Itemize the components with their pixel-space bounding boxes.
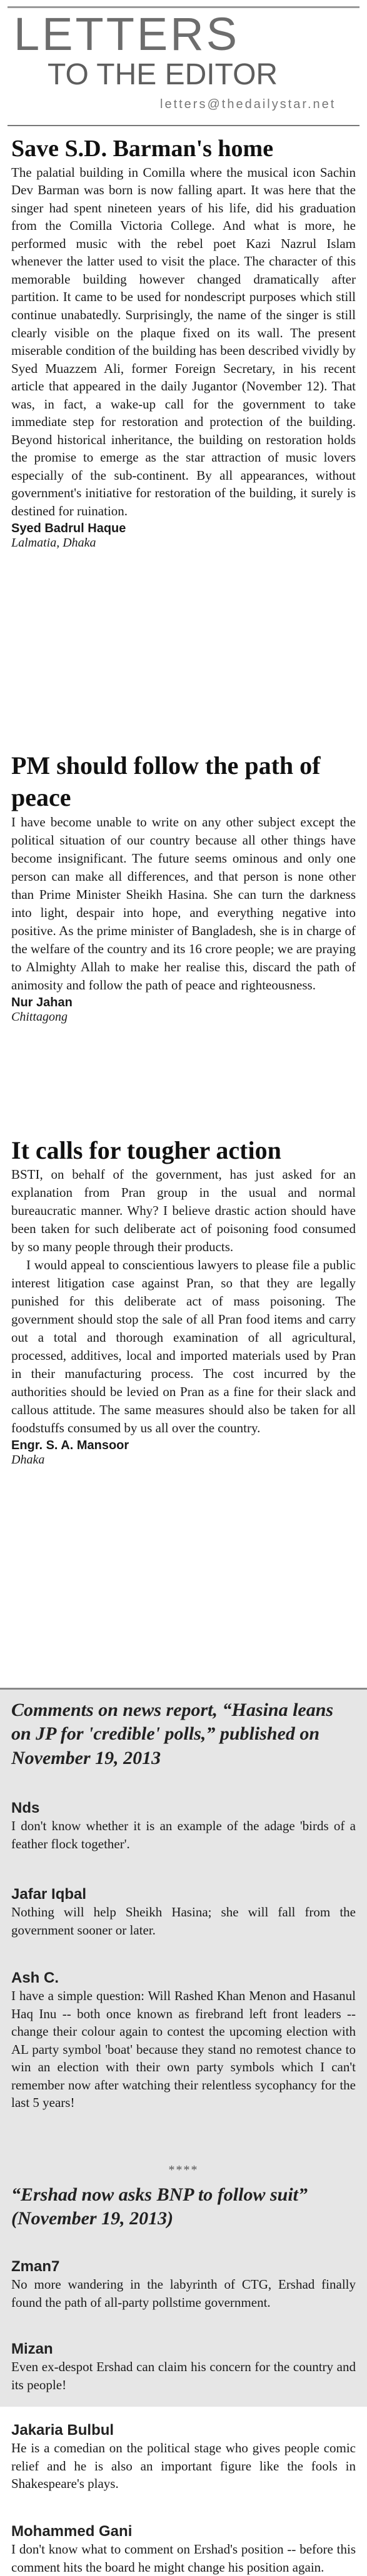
comment — [11, 1800, 356, 1853]
commenter-name: Jakaria Bulbul — [11, 2422, 114, 2439]
commenter-name: Jafar Iqbal — [11, 1886, 87, 1903]
masthead — [8, 0, 359, 126]
letter-headline: It calls for tougher action — [11, 1136, 281, 1164]
letter-author: Engr. S. A. Mansoor — [11, 1438, 129, 1452]
letter-author-place: Lalmatia, Dhaka — [11, 535, 96, 550]
letter-body-paragraph: I would appeal to conscientious lawyers to please file a public interest litigation case against Pran, so that they are legally punished for this deliberate act of mass poisoning. The government should stop the sale of all Pran food items and carry out a total and thorough examination of all agricultural, processed, additives, local and imported materials used by Pran in their manufacturing process. The cost incurred by the authorities should be levied on Pran as a fine for their slack and callous attitude. The same measures should also be taken for all foodstuffs consumed by us all over the country. — [11, 1257, 356, 1435]
section-separator: **** — [168, 2163, 199, 2177]
letter-body: The palatial building in Comilla where the musical icon Sachin Dev Barman was born is now falling apart. It was here that the singer had spent nineteen years of his life, did his graduation from the Comilla Victoria College. And what is more, he performed music with the rebel poet Kazi Nazrul Islam whenever the latter used to visit the place. The character of this memorable building however changed dramatically after partition. It came to be used for nondescript purposes which still continue unabatedly. Surprisingly, the name of the singer is still clearly visible on the plaque fixed on its wall. The present miserable condition of the building has been described vividly by Syed Muazzem Ali, former Foreign Secretary, in his recent article that appeared in the daily Jugantor (November 12). That was, in fact, a wake-up call for the government to take immediate step for restoration and protection of the building. Beyond historical inheritance, the building on restoration holds the promise to emerge as the star attraction of music lovers especially of the sub-continent. By all appearances, without government's initiative for restoration of the building, it surely is destined for ruination. — [11, 164, 356, 518]
comment-text: Nothing will help Sheikh Hasina; she will fall from the government sooner or later. — [11, 1905, 356, 1938]
letter-body: I have become unable to write on any other subject except the political situation of our country because all other things have become insignificant. The future seems ominous and only one person can make all differences, and that person is none other than Prime Minister Sheikh Hasina. She can turn the darkness into light, despair into hope, and everything negative into positive. As the prime minister of Bangladesh, she is in charge of the welfare of the country and its 16 crore people; we are praying to Almighty Allah to make her realise this, discard the path of animosity and follow the path of peace and righteousness. — [11, 815, 356, 993]
comment — [11, 1886, 356, 1939]
letter-author: Syed Badrul Haque — [11, 521, 126, 535]
comment-text: He is a comedian on the political stage who gives people comic relief and he is also an important figure like the fools in Shakespeare's plays. — [11, 2440, 356, 2492]
letter-pm-path-of-peace — [0, 750, 367, 1024]
letter-author-place: Chittagong — [11, 1010, 68, 1024]
comment — [11, 2341, 356, 2394]
commenter-name: Nds — [11, 1800, 40, 1816]
comments-heading: Comments on news report, “Hasina leans on JP for 'credible' polls,” published on November 19, 2013 — [11, 1700, 334, 1768]
masthead-subtitle: TO THE EDITOR — [48, 58, 278, 91]
comment-text: I don't know what to comment on Ershad's position -- before this comment hits the board he might change his position again. — [11, 2542, 356, 2575]
comment-text: I don't know whether it is an example of the adage 'birds of a feather flock together'. — [11, 1818, 356, 1851]
letter-author-place: Dhaka — [11, 1452, 45, 1467]
letter-headline: Save S.D. Barman's home — [11, 136, 274, 162]
comment-text: I have a simple question: Will Rashed Khan Menon and Hasanul Haq Inu -- both once known as firebrand left front leaders -- change their colour again to contest the upcoming election with AL party symbol 'boat' because they stand no remotest chance to win an election with their own party symbols which I can't remember now after watching their relentless sycophancy for the last 5 years! — [11, 1988, 356, 2111]
letter-tougher-action — [0, 1136, 367, 1467]
comment-text: Even ex-despot Ershad can claim his concern for the country and its people! — [11, 2359, 356, 2392]
letter-author: Nur Jahan — [11, 996, 73, 1010]
letter-save-sd-barman-home — [0, 135, 367, 550]
comments-heading: “Ershad now asks BNP to follow suit” (November 19, 2013) — [11, 2184, 308, 2229]
commenter-name: Mizan — [11, 2341, 53, 2357]
commenter-name: Ash C. — [11, 1969, 59, 1986]
comment-text: No more wandering in the labyrinth of CTG, Ershad finally found the path of all-party pollstime government. — [11, 2277, 356, 2310]
editor-email: letters@thedailystar.net — [160, 97, 336, 111]
comment — [11, 2523, 356, 2576]
masthead-title: LETTERS — [14, 8, 240, 60]
comment — [11, 1969, 356, 2112]
commenter-name: Mohammed Gani — [11, 2523, 133, 2540]
letter-headline: PM should follow the path of peace — [11, 751, 321, 812]
comments-section — [0, 1688, 367, 2575]
letter-body-paragraph: BSTI, on behalf of the government, has just asked for an explanation from Pran group in the usual and normal bureaucratic manner. Why? I believe drastic action should have been taken for such deliberate act of poisoning food consumed by so many people through their products. — [11, 1167, 356, 1254]
comment — [11, 2422, 356, 2493]
commenter-name: Zman7 — [11, 2258, 60, 2275]
comment — [11, 2258, 356, 2311]
